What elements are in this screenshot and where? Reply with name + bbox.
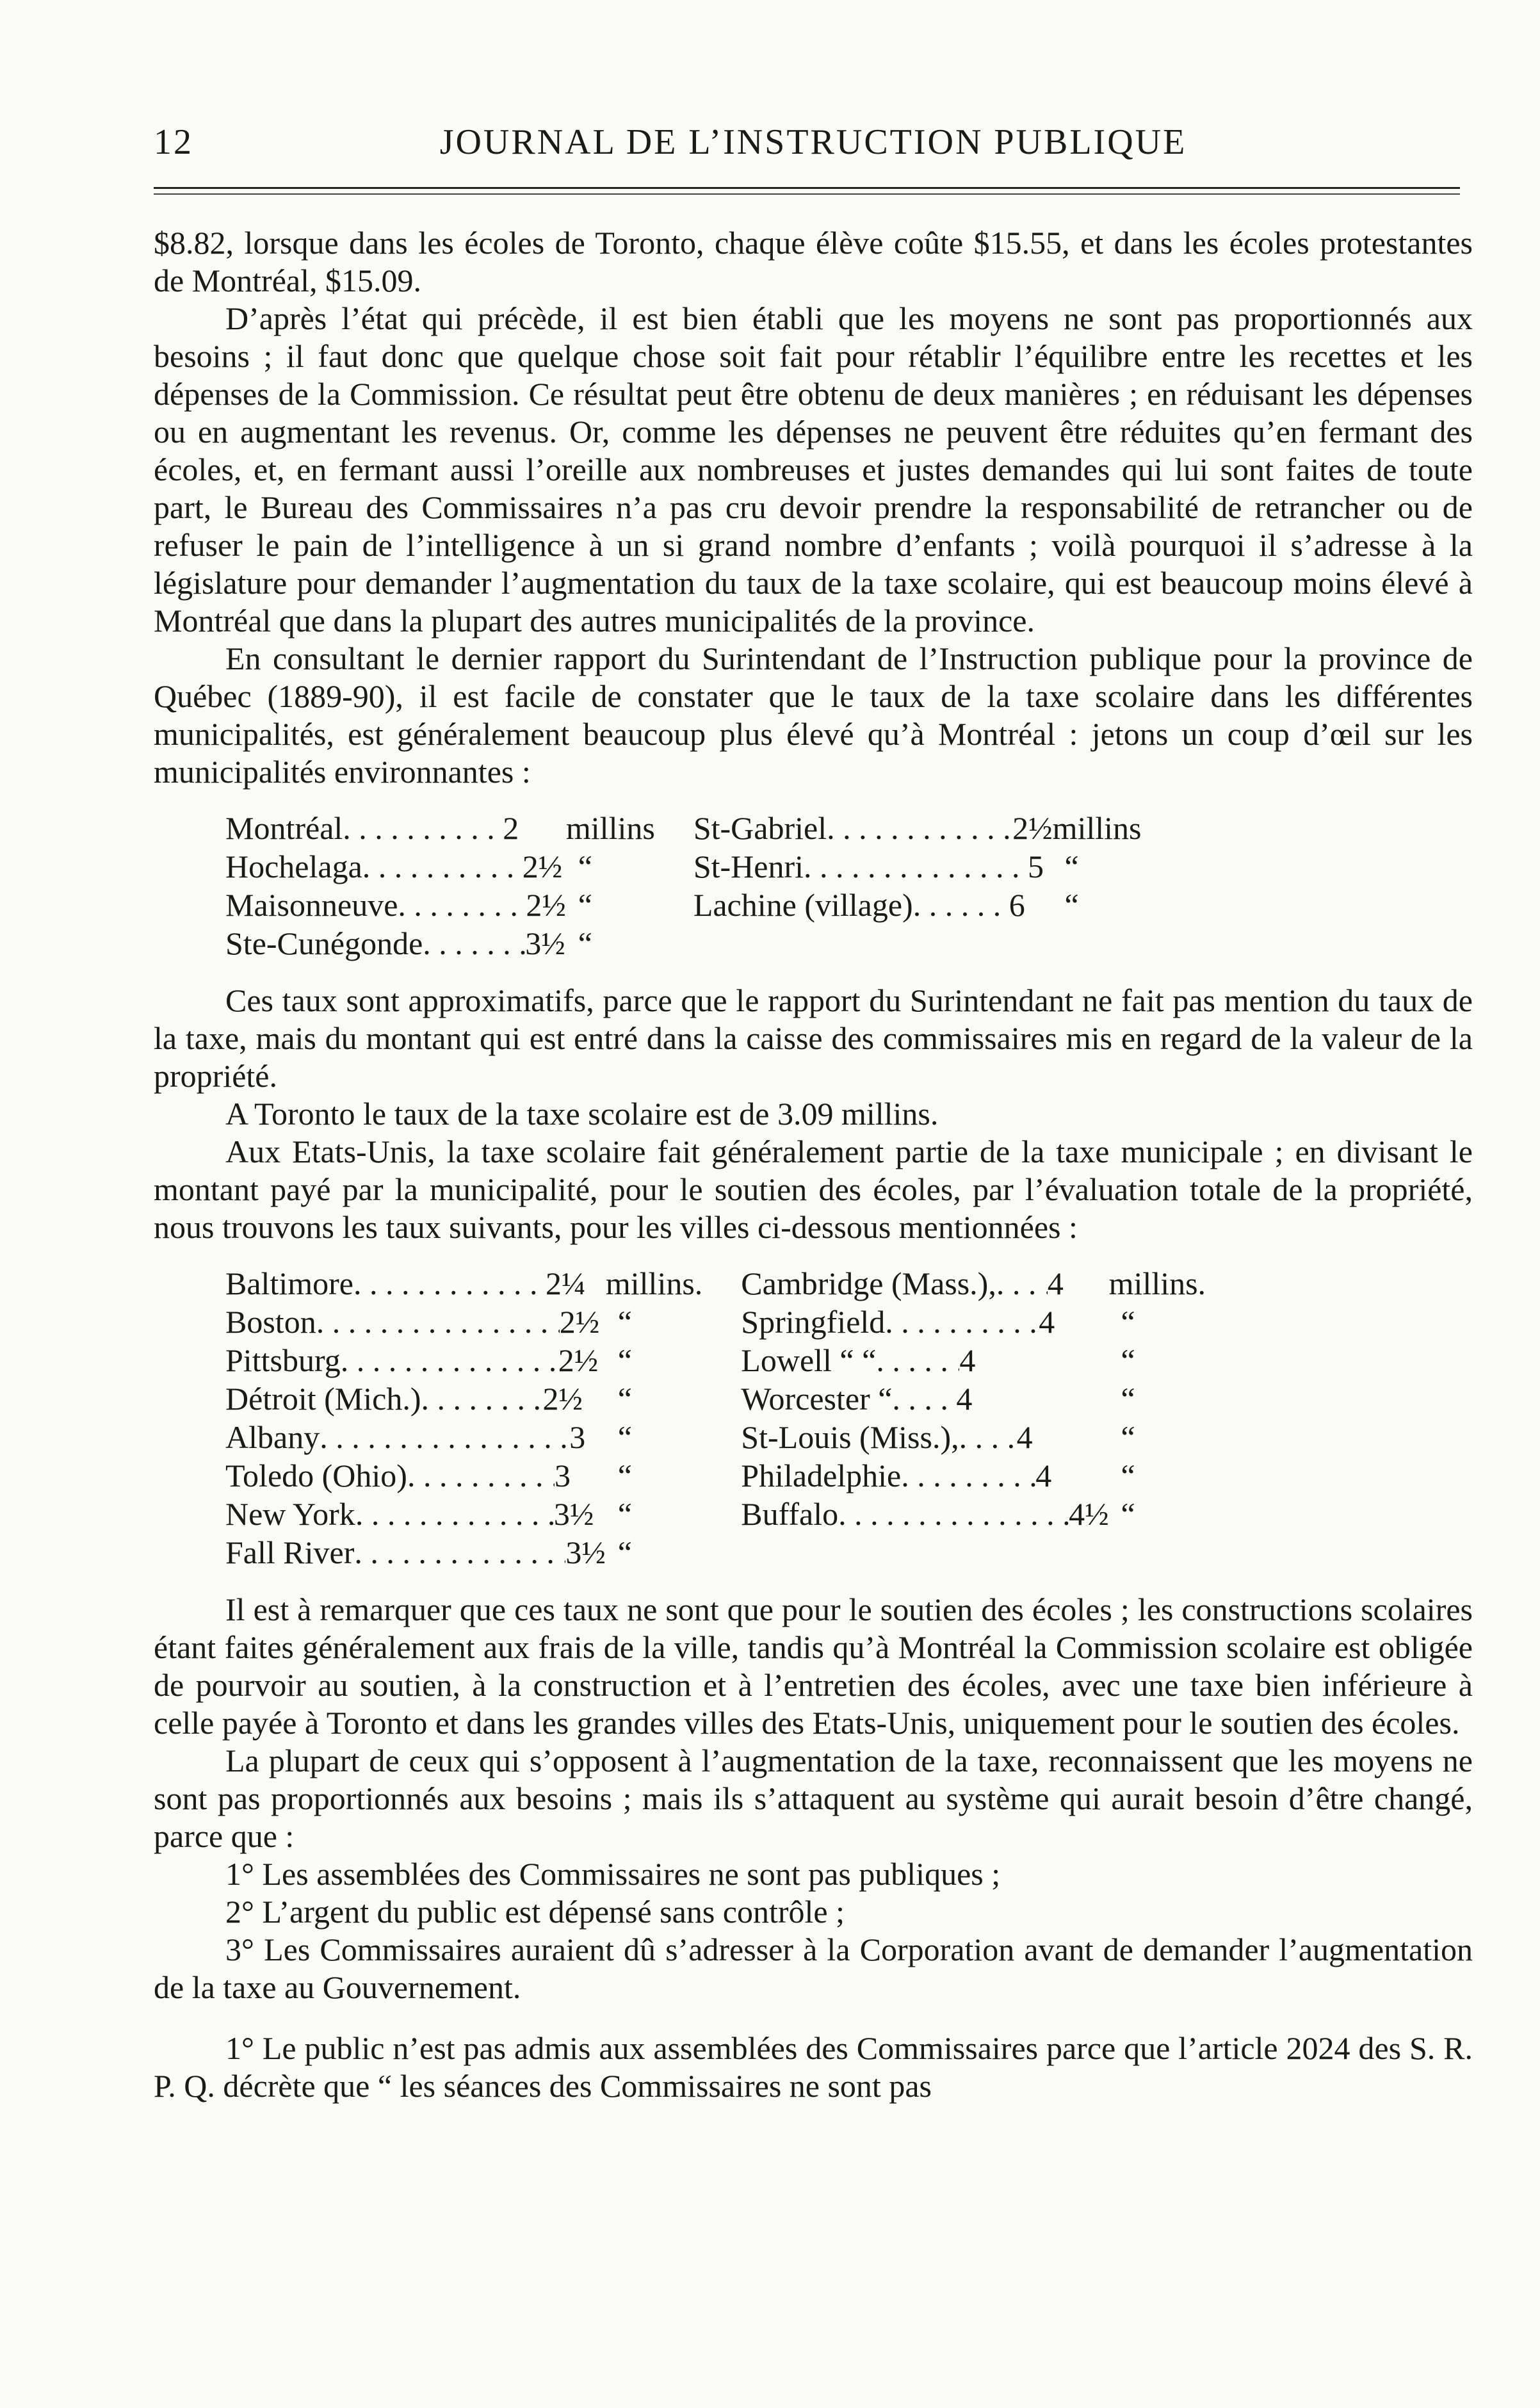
rate-value: 4	[1047, 1265, 1064, 1301]
rate-value: 6	[1009, 887, 1025, 923]
list-item: 1° Les assemblées des Commissaires ne sont pas publiques ;	[225, 1856, 1001, 1892]
municipality-name: Ste-Cunégonde	[225, 925, 423, 961]
city-name: Toledo (Ohio)	[225, 1458, 407, 1493]
rate-value: 3½	[553, 1496, 594, 1532]
ditto-mark: “	[617, 1419, 632, 1455]
ditto-mark: “	[617, 1304, 632, 1340]
rate-value: 4	[1039, 1304, 1055, 1340]
rate-unit: millins	[565, 810, 655, 846]
ditto-mark: “	[617, 1458, 632, 1493]
journal-title: JOURNAL DE L’INSTRUCTION PUBLIQUE	[439, 122, 1187, 162]
rate-value: 4	[1016, 1419, 1033, 1455]
table-row	[225, 924, 1142, 963]
rate-value: 2½	[526, 887, 566, 923]
municipality-name: Maisonneuve	[225, 887, 398, 923]
table-row	[225, 847, 1142, 886]
rate-value: 2½	[522, 849, 563, 884]
city-name: Springfield	[741, 1304, 886, 1340]
ditto-mark: “	[1121, 1381, 1135, 1417]
list-item: 3° Les Commissaires auraient dû s’adresser à la Corporation avant de demander l’augmentation de la taxe au Gouvernement.	[154, 1932, 1473, 2005]
ditto-mark: “	[617, 1342, 632, 1378]
ditto-mark: “	[1121, 1342, 1135, 1378]
rate-unit: millins	[1052, 810, 1142, 846]
paragraph: $8.82, lorsque dans les écoles de Toronto, chaque élève coûte $15.55, et dans les écoles protestantes de Montréal, $15.09.	[154, 225, 1473, 298]
rate-value: 2¼	[545, 1265, 586, 1301]
ditto-mark: “	[617, 1534, 632, 1570]
paragraph: Aux Etats-Unis, la taxe scolaire fait généralement partie de la taxe municipale ; en divisant le montant payé par la municipalité, pour le soutien des écoles, par l’évaluation totale de la propriété, nous trouvons les taux suivants, pour les villes ci-dessous mentionnées :	[154, 1134, 1473, 1245]
rate-value: 2½	[542, 1381, 583, 1417]
rate-value: 2½	[1012, 810, 1053, 846]
paragraph: En consultant le dernier rapport du Surintendant de l’Instruction publique pour la province de Québec (1889-90), il est facile de constater que le taux de la taxe scolaire dans les différentes municipalités, est généralement beaucoup plus élevé qu’à Montréal : jetons un coup d’œil sur les municipalités environnantes :	[154, 640, 1473, 790]
ditto-mark: “	[1064, 849, 1079, 884]
municipality-name: St-Henri	[693, 849, 804, 884]
municipality-name: Hochelaga	[225, 849, 362, 884]
rate-unit: millins.	[1108, 1265, 1206, 1301]
rate-value: 2	[503, 810, 519, 846]
rate-value: 4	[959, 1342, 976, 1378]
city-name: Pittsburg	[225, 1342, 341, 1378]
ditto-mark: “	[617, 1496, 632, 1532]
table-row	[225, 1341, 1206, 1379]
rate-unit: millins.	[605, 1265, 703, 1301]
ditto-mark: “	[1121, 1458, 1135, 1493]
city-name: Détroit (Mich.)	[225, 1381, 421, 1417]
ditto-mark: “	[578, 849, 592, 884]
paragraph: La plupart de ceux qui s’opposent à l’augmentation de la taxe, reconnaissent que les moyens ne sont pas proportionnés aux besoins ; mais ils s’attaquent au système qui aurait besoin d’être changé, parce que :	[154, 1743, 1473, 1854]
rate-value: 4	[956, 1381, 973, 1417]
ditto-mark: “	[1064, 887, 1079, 923]
paragraph: Il est à remarquer que ces taux ne sont que pour le soutien des écoles ; les constructions scolaires étant faites généralement aux frais de la ville, tandis qu’à Montréal la Commission scolaire est obligée de pourvoir au soutien, à la construction et à l’entretien des écoles, avec une taxe bien inférieure à celle payée à Toronto et dans les grandes villes des Etats-Unis, uniquement pour le soutien des écoles.	[154, 1591, 1473, 1741]
ditto-mark: “	[1121, 1304, 1135, 1340]
rate-value: 5	[1028, 849, 1044, 884]
municipality-name: Lachine (village)	[693, 887, 913, 923]
paragraph: D’après l’état qui précède, il est bien établi que les moyens ne sont pas proportionnés aux besoins ; il faut donc que quelque chose soit fait pour rétablir l’équilibre entre les recettes et les dépenses de la Commission. Ce résultat peut être obtenu de deux manières ; en réduisant les dépenses ou en augmentant les revenus. Or, comme les dépenses ne peuvent être réduites qu’en fermant des écoles, et, en fermant aussi l’oreille aux nombreuses et justes demandes qui lui sont faites de toute part, le Bureau des Commissaires n’a pas cru devoir prendre la responsabilité de retrancher ou de refuser le pain de l’intelligence à un si grand nombre d’enfants ; voilà pourquoi il s’adresse à la législature pour demander l’augmentation du taux de la taxe scolaire, qui est beaucoup moins élevé à Montréal que dans la plupart des autres municipalités de la province.	[154, 300, 1473, 639]
table-row	[225, 1495, 1206, 1533]
city-name: New York	[225, 1496, 355, 1532]
rate-value: 4	[1035, 1458, 1052, 1493]
city-name: Buffalo	[741, 1496, 839, 1532]
page-number: 12	[154, 122, 193, 162]
city-name: Fall River	[225, 1534, 355, 1570]
header-rule	[154, 187, 1460, 189]
quebec-rates-table	[225, 809, 1142, 963]
page-body	[154, 224, 1473, 2105]
table-row	[225, 886, 1142, 924]
table-row	[225, 1264, 1206, 1303]
paragraph: Ces taux sont approximatifs, parce que le rapport du Surintendant ne fait pas mention du taux de la taxe, mais du montant qui est entré dans la caisse des commissaires mis en regard de la valeur de la propriété.	[154, 982, 1473, 1094]
city-name: Lowell “ “	[741, 1342, 877, 1378]
rate-value: 3	[569, 1419, 586, 1455]
city-name: St-Louis (Miss.),	[741, 1419, 959, 1455]
paragraph: 1° Le public n’est pas admis aux assemblées des Commissaires parce que l’article 2024 des S. R. P. Q. décrète que “ les séances des Commissaires ne sont pas	[154, 2030, 1473, 2104]
paragraph: A Toronto le taux de la taxe scolaire est de 3.09 millins.	[225, 1096, 939, 1132]
city-name: Boston	[225, 1304, 316, 1340]
table-row	[225, 1303, 1206, 1341]
rate-value: 3½	[525, 925, 565, 961]
rate-value: 3	[554, 1458, 571, 1493]
ditto-mark: “	[578, 887, 592, 923]
city-name: Worcester “	[741, 1381, 893, 1417]
header-rule-thin	[154, 193, 1460, 195]
us-rates-table	[225, 1264, 1206, 1572]
list-item: 2° L’argent du public est dépensé sans contrôle ;	[225, 1894, 845, 1930]
rate-value: 3½	[565, 1534, 606, 1570]
ditto-mark: “	[1121, 1419, 1135, 1455]
rate-value: 2½	[559, 1304, 600, 1340]
city-name: Philadelphie	[741, 1458, 902, 1493]
municipality-name: Montréal	[225, 810, 343, 846]
ditto-mark: “	[578, 925, 592, 961]
ditto-mark: “	[1121, 1496, 1135, 1532]
municipality-name: St-Gabriel	[693, 810, 827, 846]
table-row	[225, 809, 1142, 847]
city-name: Baltimore	[225, 1265, 353, 1301]
table-row	[225, 1418, 1206, 1456]
table-row	[225, 1533, 1206, 1572]
table-row	[225, 1379, 1206, 1418]
city-name: Cambridge (Mass.),	[741, 1265, 996, 1301]
page-header	[154, 122, 1473, 173]
rate-value: 4½	[1069, 1496, 1109, 1532]
rate-value: 2½	[558, 1342, 599, 1378]
ditto-mark: “	[617, 1381, 632, 1417]
city-name: Albany	[225, 1419, 320, 1455]
table-row	[225, 1456, 1206, 1495]
